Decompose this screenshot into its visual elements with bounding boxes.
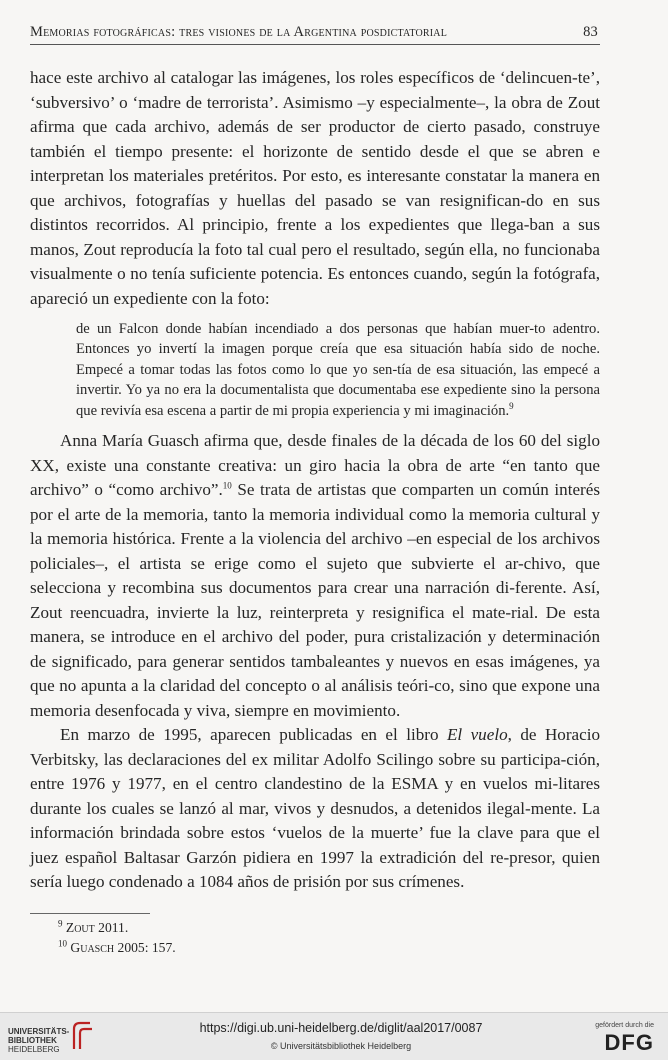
- footnote-ref-10[interactable]: 10: [222, 480, 232, 491]
- paragraph-2-start: Anna María Guasch afirma que, desde finales de la década de los 60 del siglo XX, existe una constante creativa: un giro hacia la obra de arte “en tanto que archivo” o “como archivo”.: [30, 431, 600, 500]
- funder-note: gefördert durch die: [595, 1022, 654, 1029]
- library-logo[interactable]: UNIVERSITÄTS- BIBLIOTHEK HEIDELBERG: [8, 1027, 70, 1054]
- footnotes: [30, 913, 430, 958]
- block-quote: [76, 319, 600, 421]
- paragraph-3: [30, 723, 600, 895]
- footnote-9: [58, 918, 430, 938]
- paragraph-1: hace este archivo al catalogar las imágenes, los roles específicos de ‘delincuen-te’, ‘subversivo’ o ‘madre de terrorista’. Asimismo –y especialmente–, la obra de Zout afirma que cada archivo, además de ser productor de cierto pasado, construye también el tiempo presente: el horizonte de sentido desde el que se abren e interpretan los materiales pretéritos. Por esto, es interesante constatar la manera en que archivos, fotografías y huellas del pasado se van resignifican-do en sus distintos recorridos. Al principio, frente a los expedientes que llega-ban a sus manos, Zout reproducía la foto tal cual pero el resultado, según ella, no funcionaba visualmente o no tenía suficiente potencia. Es entonces cuando, según la fotógrafa, apareció un expediente con la foto:: [30, 68, 600, 308]
- quote-text: de un Falcon donde habían incendiado a dos personas que habían muer-to adentro. Entonces yo invertí la imagen porque creía que esa situación había sido de noche. Empecé a tomar todas las fotos como lo que yo sen-tía de esa situación, las empecé a invertir. Yo ya no era la documentalista que documentaba ese expediente sino la persona que revivía esa escena a partir de mi propia experiencia y mi imaginación.: [76, 321, 600, 419]
- book-title: El vuelo: [446, 725, 508, 745]
- footnote-author: Zout: [65, 920, 95, 935]
- document-url[interactable]: https://digi.ub.uni-heidelberg.de/diglit/aal2017/0087: [199, 1021, 483, 1035]
- footnote-rule: [30, 913, 150, 914]
- paragraph-2-end: Se trata de artistas que comparten un común interés por el arte de la memoria, tanto la memoria individual como la memoria cultural y la memoria histórica. Frente a la violencia del archivo –en especial de los archivos policiales–, el artista se erige como el sujeto que subvierte el ar-chivo, que selecciona y recombina sus documentos para crear una narración di-ferente. Así, Zout reencuadra, invierte la luz, reinterpreta y resignifica el mate-rial. De esta manera, se introduce en el archivo del poder, pura cristalización y determinación de significado, para generar sentidos tambaleantes y nuevos en esas imágenes, ya que no apunta a la claridad del concepto o al análisis teóri-co, sino que expone una memoria desenfocada y viva, siempre en movimiento.: [30, 480, 600, 720]
- body-text: [30, 66, 600, 895]
- footnote-author: Guasch: [70, 940, 115, 955]
- paragraph-2: [30, 429, 600, 723]
- viewer-footer: [0, 1012, 668, 1060]
- footnote-ref-9[interactable]: 9: [509, 400, 514, 411]
- paragraph-3-start: En marzo de 1995, aparecen publicadas en el libro: [60, 725, 447, 745]
- paragraph-3-end: , de Horacio Verbitsky, las declaraciones del ex militar Adolfo Scilingo sobre su participa-ción, entre 1976 y 1977, en el centro clandestino de la ESMA y en vuelos mi-litares durante los cuales se lanzó al mar, vivos y desnudos, a detenidos ilegal-mente. La información brindada sobre estos ‘vuelos de la muerte’ fue la clave para que el juez español Baltasar Garzón pidiera en 1997 la extradición del re-presor, quien sería luego condenado a 1084 años de prisión por sus crímenes.: [30, 725, 600, 892]
- footnote-10: [58, 938, 430, 958]
- copyright-notice: © Universitätsbibliothek Heidelberg: [270, 1041, 412, 1051]
- page-number: 83: [583, 24, 598, 40]
- dfg-logo[interactable]: DFG: [604, 1030, 654, 1055]
- footnote-number: 9: [58, 918, 63, 929]
- footnote-rest: 2005: 157.: [114, 940, 176, 955]
- library-emblem-icon: [70, 1019, 96, 1053]
- running-title: Memorias fotográficas: tres visiones de la Argentina posdictatorial: [30, 24, 447, 40]
- running-head: [30, 22, 600, 45]
- footnote-number: 10: [58, 938, 67, 949]
- footnote-rest: 2011.: [94, 920, 129, 935]
